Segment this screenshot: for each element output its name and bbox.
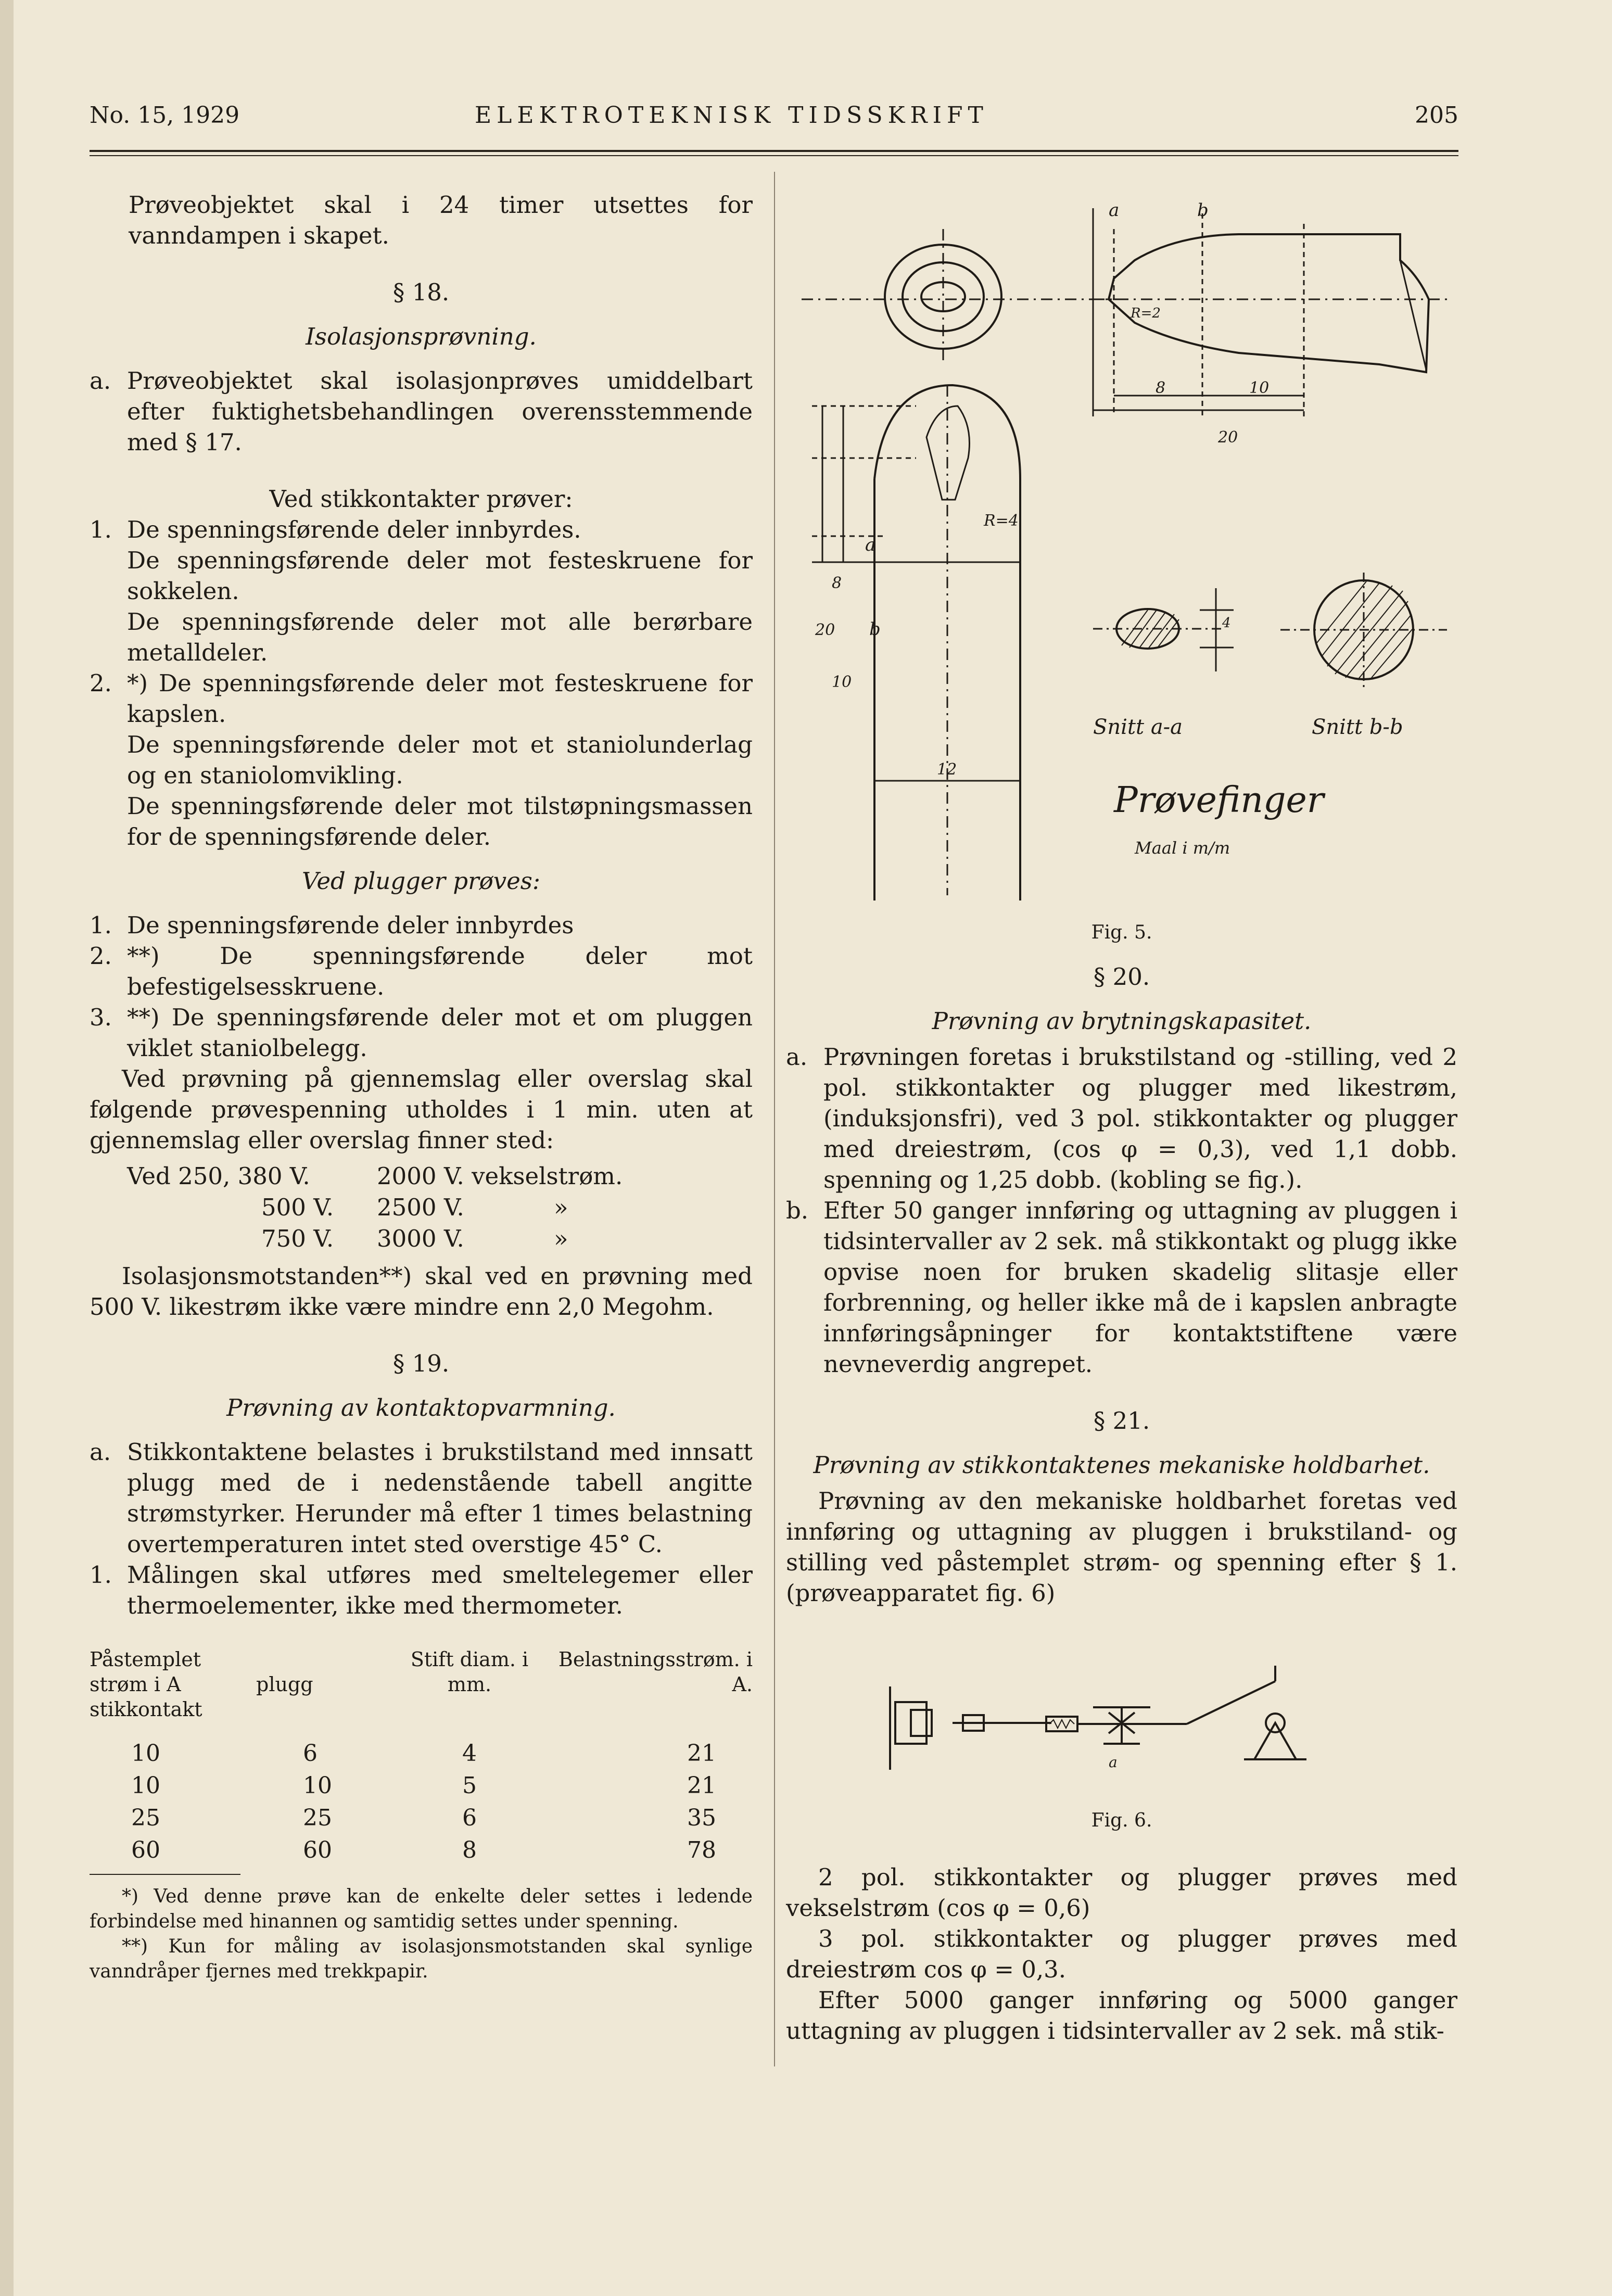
intro-paragraph: Prøveobjektet skal i 24 timer utsettes for vanndampen i skapet. bbox=[129, 191, 753, 249]
right-paragraph-4: Efter 5000 ganger innføring og 5000 ganger uttagning av pluggen i tidsintervaller av 2 sek. må stik- bbox=[786, 1986, 1457, 2045]
table-cell: 60 bbox=[131, 1837, 160, 1863]
table-cell: 35 bbox=[687, 1805, 716, 1831]
s18-list1-item2: 2. *) De spenningsførende deler mot festeskruene for kapslen. bbox=[90, 669, 753, 728]
voltage-cell: » bbox=[554, 1194, 568, 1221]
section-21-number: § 21. bbox=[1093, 1407, 1150, 1435]
fig5-dim-w12: 12 bbox=[937, 760, 957, 779]
load-current-table bbox=[90, 1647, 753, 1867]
table-row bbox=[90, 1802, 753, 1834]
table-cell: 4 bbox=[462, 1740, 477, 1767]
s18-item-a: a. Prøveobjektet skal isolasjonprøves umiddelbart efter fuktighetsbehandlingen overensstemmende med § 17. bbox=[90, 367, 753, 456]
fig6-label-a: a bbox=[1109, 1754, 1118, 1771]
table-cell: 8 bbox=[462, 1837, 477, 1863]
fig5-section-a-label: Snitt a-a bbox=[1093, 715, 1183, 739]
fig6-drawing bbox=[880, 1666, 1379, 1796]
table-header: plugg bbox=[256, 1673, 313, 1696]
fig5-dim-10: 10 bbox=[1249, 379, 1270, 397]
s18-list1-item2-b: De spenningsførende deler mot et staniolunderlag og en staniolomvikling. bbox=[127, 731, 753, 789]
section-18-title: Isolasjonsprøvning. bbox=[306, 323, 537, 350]
voltage-row bbox=[90, 1192, 753, 1223]
table-cell: 60 bbox=[303, 1837, 332, 1863]
table-header: Påstemplet strøm i A stikkontakt bbox=[90, 1648, 202, 1721]
table-cell: 21 bbox=[687, 1772, 716, 1799]
header-rule-thin bbox=[90, 155, 1458, 156]
footnote-rule bbox=[90, 1874, 240, 1875]
voltage-cell: 2000 V. vekselstrøm. bbox=[377, 1162, 623, 1190]
voltage-cell: 500 V. bbox=[261, 1194, 334, 1221]
footnote-1: *) Ved denne prøve kan de enkelte deler settes i ledende forbindelse med hinannen og samtidig settes under spenning. bbox=[90, 1886, 753, 1932]
section-20-title: Prøvning av brytningskapasitet. bbox=[932, 1007, 1312, 1035]
voltage-table bbox=[90, 1161, 753, 1254]
column-divider bbox=[774, 172, 775, 2066]
fig5-label-r4: R=4 bbox=[984, 512, 1019, 530]
fig5-drawing bbox=[781, 187, 1463, 900]
s21-paragraph-1: Prøvning av den mekaniske holdbarhet foretas ved innføring og uttagning av pluggen i brukstiland- og stilling ved påstemplet strøm- og spenning efter § 1. (prøveapparatet fig. 6) bbox=[786, 1487, 1457, 1607]
fig5-label-r2: R=2 bbox=[1131, 306, 1161, 321]
table-row bbox=[90, 1834, 753, 1867]
fig6-lever bbox=[1187, 1681, 1275, 1724]
page-number: 205 bbox=[1415, 102, 1458, 129]
fig5-label-a: a bbox=[1109, 200, 1120, 221]
voltage-row bbox=[90, 1223, 753, 1254]
right-paragraph-3: 3 pol. stikkontakter og plugger prøves med dreiestrøm cos φ = 0,3. bbox=[786, 1925, 1457, 1983]
fig5-dim-h8: 8 bbox=[832, 574, 842, 592]
s18-list2-item2: 2. **) De spenningsførende deler mot befestigelsesskruene. bbox=[90, 942, 753, 1000]
fig6-guide bbox=[1093, 1707, 1150, 1744]
running-header bbox=[90, 102, 1458, 133]
fig6-caption: Fig. 6. bbox=[1091, 1810, 1152, 1831]
header-rule-thick bbox=[90, 150, 1458, 152]
table-cell: 5 bbox=[462, 1772, 477, 1799]
table-header: Stift diam. i mm. bbox=[410, 1648, 529, 1696]
table-cell: 10 bbox=[131, 1740, 160, 1767]
fig5-dim-h10: 10 bbox=[832, 673, 852, 691]
left-column bbox=[90, 189, 753, 1984]
s18-list1-item1-c: De spenningsførende deler mot alle berørbare metalldeler. bbox=[127, 608, 753, 666]
table-cell: 78 bbox=[687, 1837, 716, 1863]
footnote-2: **) Kun for måling av isolasjonsmotstanden skal synlige vanndråper fjernes med trekkpapir. bbox=[90, 1936, 753, 1982]
section-19-number: § 19. bbox=[392, 1350, 450, 1377]
journal-title: ELEKTROTEKNISK TIDSSKRIFT bbox=[475, 102, 988, 129]
s18-list1-item1: 1. De spenningsførende deler innbyrdes. bbox=[90, 516, 581, 543]
table-cell: 21 bbox=[687, 1740, 716, 1767]
fig5-dim-h20: 20 bbox=[815, 621, 835, 639]
fig5-dim-20: 20 bbox=[1218, 428, 1238, 447]
voltage-cell: 3000 V. bbox=[377, 1225, 464, 1252]
table-header-row bbox=[90, 1647, 753, 1722]
s18-list1-item2-c: De spenningsførende deler mot tilstøpningsmassen for de spenningsførende deler. bbox=[127, 792, 753, 851]
right-column bbox=[786, 917, 1457, 1608]
s19-item-a: a. Stikkontaktene belastes i brukstilstand med innsatt plugg med de i nedenstående tabell angitte strømstyrker. Herunder må efter 1 times belastning overtemperaturen intet sted overstige 45° C. bbox=[90, 1438, 753, 1558]
right-paragraph-2: 2 pol. stikkontakter og plugger prøves med vekselstrøm (cos φ = 0,6) bbox=[786, 1863, 1457, 1922]
s20-item-a: a. Prøvningen foretas i brukstilstand og -stilling, ved 2 pol. stikkontakter og plugger med likestrøm, (induksjonsfri), ved 3 pol. stikkontakter og plugger med dreiestrøm, (cos φ = 0,3), ved 1,1 dobb. spenning og 1,25 dobb. (kobling se fig.). bbox=[786, 1043, 1457, 1194]
section-19-title: Prøvning av kontaktopvarmning. bbox=[226, 1394, 616, 1422]
s18-list2-item1: 1. De spenningsførende deler innbyrdes bbox=[90, 911, 574, 939]
fig5-label-b: b bbox=[1197, 200, 1209, 221]
section-20-number: § 20. bbox=[1093, 963, 1150, 991]
fig5-side-view bbox=[1109, 234, 1429, 372]
table-cell: 25 bbox=[303, 1805, 332, 1831]
s19-item-1: 1. Målingen skal utføres med smeltelegemer eller thermoelementer, ikke med thermometer. bbox=[90, 1561, 753, 1619]
table-cell: 25 bbox=[131, 1805, 160, 1831]
right-column-bottom bbox=[786, 1805, 1457, 2046]
fig5-section-b-label: Snitt b-b bbox=[1312, 715, 1403, 739]
table-row bbox=[90, 1770, 753, 1802]
table-row bbox=[90, 1737, 753, 1770]
table-cell: 10 bbox=[303, 1772, 332, 1799]
fig5-caption: Fig. 5. bbox=[1091, 922, 1152, 943]
s18-insulation-paragraph: Isolasjonsmotstanden**) skal ved en prøvning med 500 V. likestrøm ikke være mindre enn 2,0 Megohm. bbox=[90, 1262, 753, 1321]
section-21-title: Prøvning av stikkontaktenes mekaniske holdbarhet. bbox=[813, 1451, 1430, 1479]
fig5-label-a-front: a bbox=[865, 535, 876, 555]
page-edge bbox=[0, 0, 14, 2296]
s18-test-voltage-paragraph: Ved prøvning på gjennemslag eller overslag skal følgende prøvespenning utholdes i 1 min. uten at gjennemslag eller overslag finner sted: bbox=[90, 1065, 753, 1154]
voltage-cell: » bbox=[554, 1225, 568, 1252]
s20-item-b: b. Efter 50 ganger innføring og uttagning av pluggen i tidsintervaller av 2 sek. må stikkontakt og plugg ikke opvise noen for bruken skadelig slitasje eller forbrenning, og heller ikke må de i kapslen anbragte innføringsåpninger for kontaktstiftene være nevneverdig angrepet. bbox=[786, 1197, 1457, 1378]
s18-list2-item3: 3. **) De spenningsførende deler mot et om pluggen viklet staniolbelegg. bbox=[90, 1004, 753, 1062]
fig5-units: Maal i m/m bbox=[1135, 838, 1230, 858]
issue-number: No. 15, 1929 bbox=[90, 102, 240, 129]
s18-sub-stikkontakter: Ved stikkontakter prøver: bbox=[269, 485, 573, 513]
voltage-row bbox=[90, 1161, 753, 1192]
fig5-title: Prøvefinger bbox=[1114, 780, 1324, 821]
table-cell: 6 bbox=[303, 1740, 318, 1767]
table-cell: 10 bbox=[131, 1772, 160, 1799]
voltage-cell: 750 V. bbox=[261, 1225, 334, 1252]
s18-list1-item1-b: De spenningsførende deler mot festeskruene for sokkelen. bbox=[127, 547, 753, 605]
voltage-cell: Ved 250, 380 V. bbox=[127, 1162, 310, 1190]
fig5-label-b-front: b bbox=[869, 619, 881, 640]
table-cell: 6 bbox=[462, 1805, 477, 1831]
fig5-dim-8: 8 bbox=[1156, 379, 1166, 397]
fig5-end-ring bbox=[903, 262, 984, 331]
fig5-dim-t4: 4 bbox=[1222, 615, 1231, 631]
section-18-number: § 18. bbox=[392, 278, 450, 306]
table-header: Belastningsstrøm. i A. bbox=[558, 1648, 753, 1696]
voltage-cell: 2500 V. bbox=[377, 1194, 464, 1221]
s18-sub-plugger: Ved plugger prøves: bbox=[301, 867, 541, 895]
